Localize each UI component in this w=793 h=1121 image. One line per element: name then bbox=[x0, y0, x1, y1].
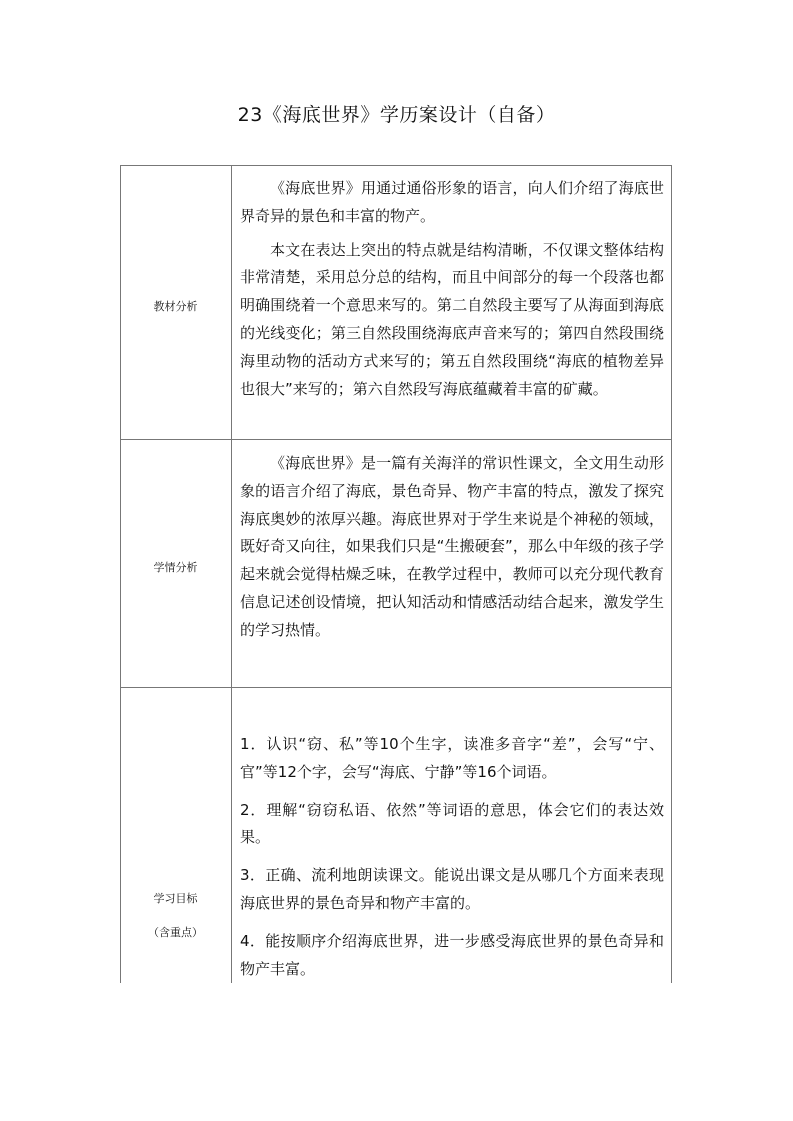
student-analysis-content bbox=[240, 450, 664, 645]
table-column-divider bbox=[231, 165, 232, 983]
learning-goals-content bbox=[240, 731, 664, 983]
document-title: 23《海底世界》学历案设计（自备） bbox=[237, 104, 556, 126]
row-label-student-analysis: 学情分析 bbox=[153, 561, 198, 574]
table-border-top bbox=[120, 165, 672, 166]
lesson-table bbox=[120, 165, 672, 983]
goal-item: 4．能按顺序介绍海底世界，进一步感受海底世界的景色奇异和物产丰富。 bbox=[240, 931, 664, 978]
row-divider bbox=[120, 687, 672, 688]
paragraph: 《海底世界》用通过通俗形象的语言，向人们介绍了海底世界奇异的景色和丰富的物产。 bbox=[240, 179, 664, 225]
table-border-right bbox=[671, 165, 672, 983]
goal-item: 2．理解“窃窃私语、依然”等词语的意思，体会它们的表达效果。 bbox=[240, 800, 664, 847]
goal-item: 1．认识“窃、私”等10个生字，读准多音字“差”，会写“宁、官”等12个字，会写“海底、宁静”等16个词语。 bbox=[240, 735, 664, 781]
row-label-learning-goals: 学习目标 bbox=[153, 892, 198, 905]
goal-item: 3．正确、流利地朗读课文。能说出课文是从哪几个方面来表现海底世界的景色奇异和物产丰富的。 bbox=[240, 866, 664, 912]
textbook-analysis-content bbox=[240, 175, 664, 403]
paragraph: 《海底世界》是一篇有关海洋的常识性课文，全文用生动形象的语言介绍了海底，景色奇异、物产丰富的特点，激发了探究海底奥妙的浓厚兴趣。海底世界对于学生来说是个神秘的领域，既好奇又向往，如果我们只是“生搬硬套”，那么中年级的孩子学起来就会觉得枯燥乏味，在教学过程中，教师可以充分现代教育信息记述创设情境，把认知活动和情感活动结合起来，激发学生的学习热情。 bbox=[240, 454, 664, 639]
row-sublabel-key-points: （含重点） bbox=[148, 926, 203, 939]
row-divider bbox=[120, 439, 672, 440]
row-label-textbook-analysis: 教材分析 bbox=[153, 300, 198, 313]
paragraph: 本文在表达上突出的特点就是结构清晰，不仅课文整体结构非常清楚，采用总分总的结构，而且中间部分的每一个段落也都明确围绕着一个意思来写的。第二自然段主要写了从海面到海底的光线变化；第三自然段围绕海底声音来写的；第四自然段围绕海里动物的活动方式来写的；第五自然段围绕“海底的植物差异也很大”来写的；第六自然段写海底蕴藏着丰富的矿藏。 bbox=[240, 240, 664, 398]
